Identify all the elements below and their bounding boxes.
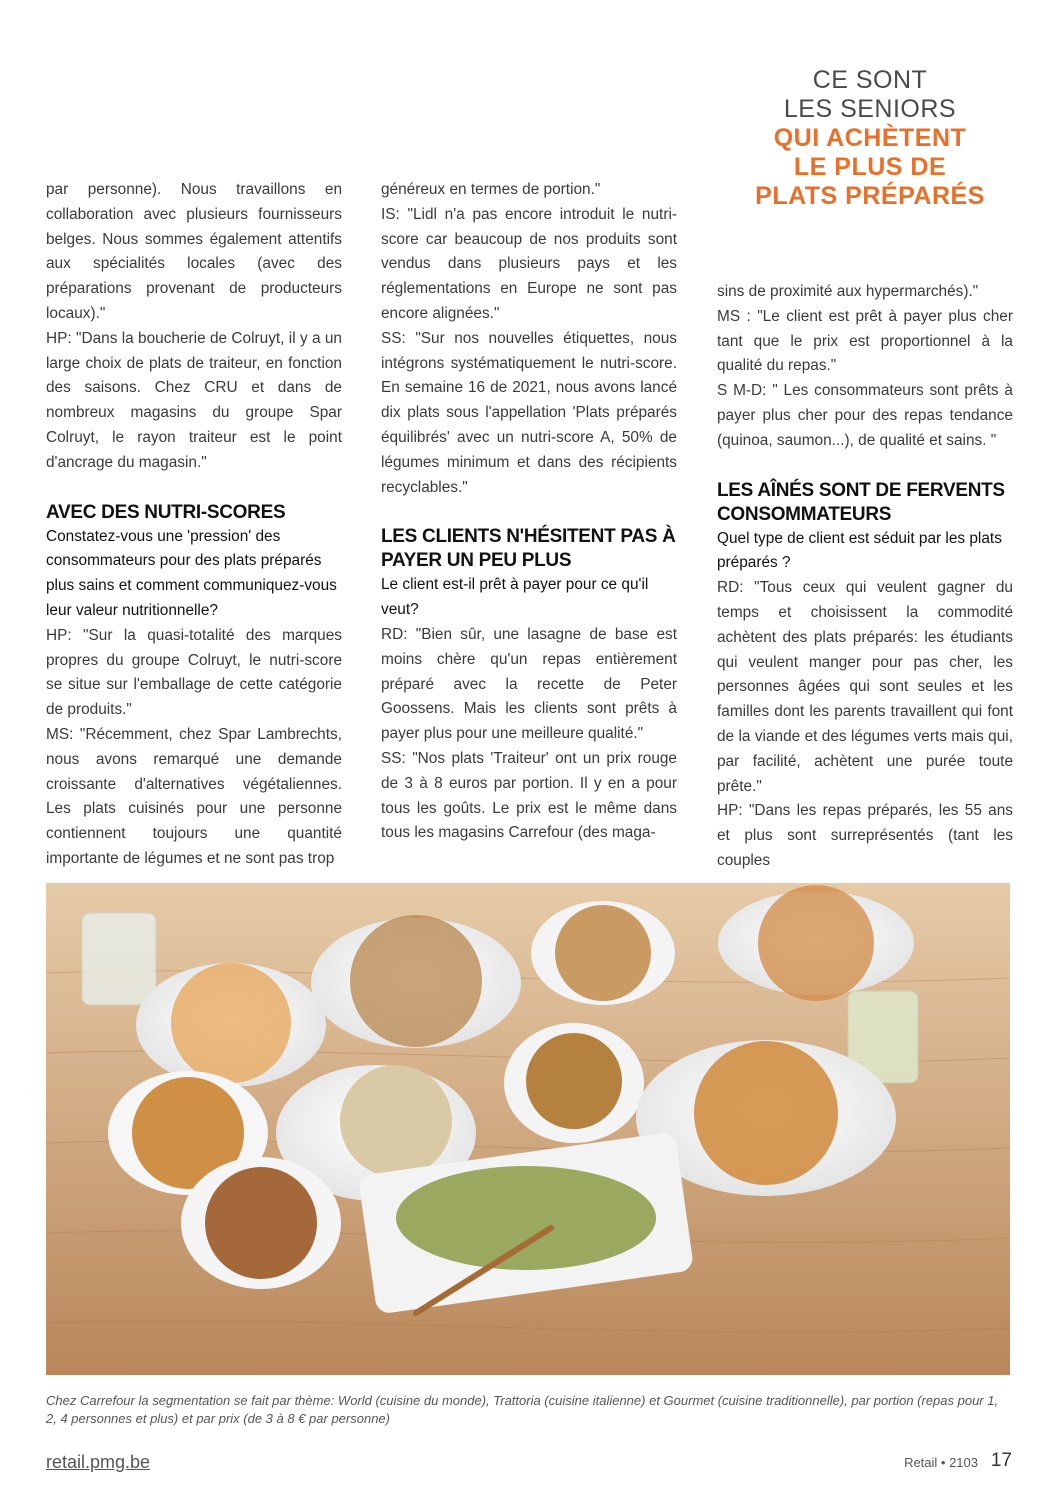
pull-quote-line: CE SONT [812,66,928,94]
food-photo [46,883,1010,1375]
paragraph: SS: "Sur nos nouvelles étiquettes, nous intégrons systématiquement le nutri-score. En semaine 16 de 2021, nous avons lancé dix plats sous l'appellation 'Plats préparés équilibrés' avec un nutri-score A, 50% de légumes minimum et dans des récipients recyclables." [381,329,677,496]
photo-caption: Chez Carrefour la segmentation se fait par thème: World (cuisine du monde), Trattoria (cuisine italienne) et Gourmet (cuisine traditionnelle), par portion (repas pour 1, 2, 4 personnes et plus) et par prix (de 3 à 8 € par personne) [46,1393,999,1426]
paragraph: sins de proximité aux hypermarchés)." [717,283,979,300]
pull-quote [720,66,1020,211]
page-number: 17 [990,1450,1012,1471]
paragraph: RD: "Bien sûr, une lasagne de base est moins chère qu'un repas entièrement préparé avec la recette de Peter Goossens. Mais les clients sont prêts à payer plus pour une meilleure qualité." [381,625,677,743]
pull-quote-highlight: PLATS PRÉPARÉS [755,182,985,210]
article-column-1 [46,178,342,872]
section-heading: LES CLIENTS N'HÉSITENT PAS À PAYER UN PEU PLUS [381,526,676,572]
article-column-2 [381,178,677,846]
pull-quote-line: LES SENIORS [783,95,957,123]
paragraph: généreux en termes de portion." [381,181,601,198]
interview-question: Constatez-vous une 'pression' des consommateurs pour des plats préparés plus sains et comment communiquez-vous leur valeur nutritionnelle? [46,527,337,619]
paragraph: HP: "Dans la boucherie de Colruyt, il y a un large choix de plats de traiteur, en fonction des saisons. Chez CRU et dans de nombreux magasins du groupe Spar Colruyt, le rayon traiteur est le point d'ancrage du magasin." [46,329,342,471]
section-heading: LES AÎNÉS SONT DE FERVENTS CONSOMMATEURS [717,479,1005,525]
paragraph: HP: "Dans les repas préparés, les 55 ans et plus sont surreprésentés (tant les couples [717,802,1013,869]
paragraph: par personne). Nous travaillons en collaboration avec plusieurs fournisseurs belges. Nous sommes également attentifs aux spécialités locales (avec des préparations provenant de producteurs locaux)." [46,181,342,322]
paragraph: MS: "Récemment, chez Spar Lambrechts, nous avons remarqué une demande croissante d'alternatives végétaliennes. Les plats cuisinés pour une personne contiennent toujours une quantité importante de légumes et ne sont pas trop [46,725,342,867]
magazine-issue: Retail • 2103 [904,1455,978,1470]
prepared-meals-illustration [46,883,1010,1375]
paragraph: MS : "Le client est prêt à payer plus cher tant que le prix est proportionnel à la qualité du repas." [717,307,1013,375]
paragraph: IS: "Lidl n'a pas encore introduit le nutri-score car beaucoup de nos produits sont vendus dans plusieurs pays et les réglementations en Europe ne sont pas encore alignées." [381,205,677,322]
pull-quote-highlight: LE PLUS DE [793,153,947,181]
paragraph: RD: "Tous ceux qui veulent gagner du temps et choisissent la commodité achètent des plats préparés: les étudiants qui veulent manger pour pas cher, les personnes âgées qui sont seules et les familles dont les parents travaillent qui font de la viande et des légumes verts mais qui, par facilité, achètent une purée toute prête." [717,579,1013,795]
paragraph: S M-D: " Les consommateurs sont prêts à payer plus cher pour des repas tendance (quinoa, saumon...), de qualité et sains. " [717,382,1013,449]
pull-quote-highlight: QUI ACHÈTENT [773,124,967,152]
interview-question: Le client est-il prêt à payer pour ce qu'il veut? [381,576,649,619]
section-heading: AVEC DES NUTRI-SCORES [46,501,286,523]
website-link[interactable]: retail.pmg.be [46,1452,151,1472]
article-column-3 [717,280,1013,874]
paragraph: HP: "Sur la quasi-totalité des marques propres du groupe Colruyt, le nutri-score se situe sur l'emballage de cette catégorie de produits." [46,626,342,719]
paragraph: SS: "Nos plats 'Traiteur' ont un prix rouge de 3 à 8 euros par portion. Il y en a pour tous les goûts. Le prix est le même dans tous les magasins Carrefour (des maga- [381,749,677,842]
interview-question: Quel type de client est séduit par les plats préparés ? [717,529,1002,572]
